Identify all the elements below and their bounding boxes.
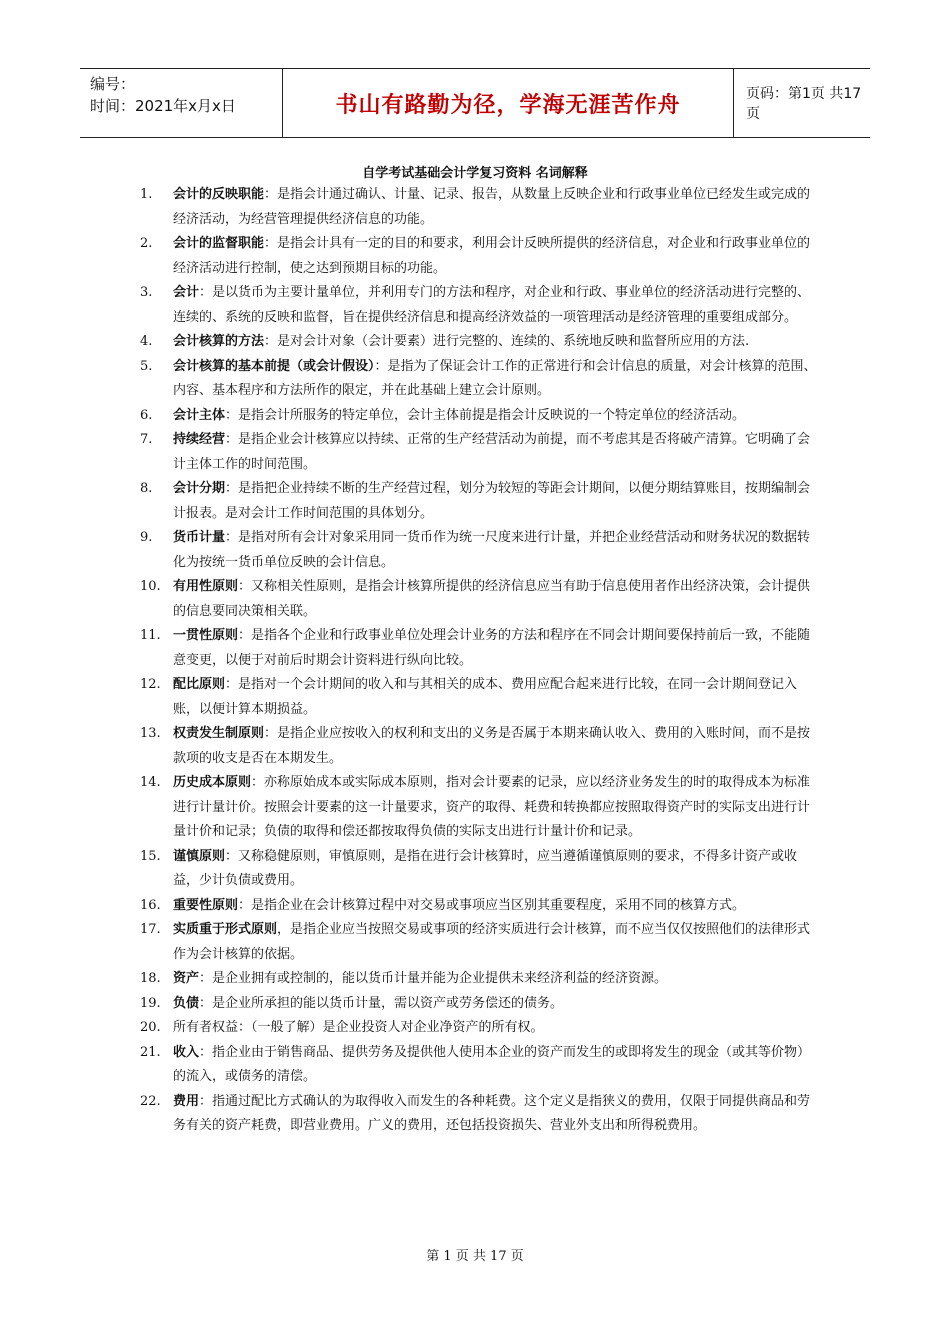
item-number: 8. xyxy=(140,481,153,496)
item-number: 14. xyxy=(140,775,161,790)
item-separator: ： xyxy=(264,726,278,741)
header-left-cell xyxy=(80,69,282,137)
header-motto-cell xyxy=(282,69,734,137)
item-separator: ： xyxy=(199,1044,213,1060)
item-separator: ： xyxy=(199,285,213,300)
item-body: 又称稳健原则，审慎原则，是指在进行会计核算时，应当遵循谨慎原则的要求，不得多计资产或收益，少计负债或费用。 xyxy=(173,848,798,888)
item-term: 费用 xyxy=(173,1093,200,1109)
item-number: 7. xyxy=(140,432,153,447)
item-term: 会计核算的基本前提（或会计假设） xyxy=(173,358,375,374)
code-label: 编号： xyxy=(90,75,136,93)
item-body: 是企业拥有或控制的，能以货币计量并能为企业提供未来经济利益的经济资源。 xyxy=(212,971,668,986)
item-number: 12. xyxy=(140,677,161,692)
item-term: 重要性原则 xyxy=(173,897,239,913)
list-item xyxy=(140,232,820,281)
item-number: 3. xyxy=(140,285,153,300)
item-number: 9. xyxy=(140,530,153,545)
item-separator: ： xyxy=(199,995,213,1011)
list-item xyxy=(140,477,820,526)
item-number: 5. xyxy=(140,358,153,374)
item-body: 是指会计通过确认、计量、记录、报告，从数量上反映企业和行政事业单位已经发生或完成的经济活动，为经营管理提供经济信息的功能。 xyxy=(173,187,811,227)
list-item xyxy=(140,355,820,404)
item-body: 指通过配比方式确认的为取得收入而发生的各种耗费。这个定义是指狭义的费用，仅限于同提供商品和劳务有关的资产耗费，即营业费用。广义的费用，还包括投资损失、营业外支出和所得税费用。 xyxy=(173,1093,811,1133)
item-number: 16. xyxy=(140,897,161,913)
item-term: 负债 xyxy=(173,995,200,1011)
list-item xyxy=(140,624,820,673)
item-separator: ： xyxy=(251,775,265,790)
item-term: 权责发生制原则 xyxy=(173,726,265,741)
list-item xyxy=(140,673,820,722)
item-term: 一贯性原则 xyxy=(173,628,239,643)
item-term: 会计 xyxy=(173,285,200,300)
item-body: 是指会计具有一定的目的和要求，利用会计反映所提供的经济信息，对企业和行政事业单位的经济活动进行控制，使之达到预期目标的功能。 xyxy=(173,236,811,276)
item-separator: ： xyxy=(374,358,388,374)
list-item xyxy=(140,1016,820,1041)
list-item xyxy=(140,894,820,919)
item-number: 11. xyxy=(140,628,161,643)
item-body: 是指对一个会计期间的收入和与其相关的成本、费用应配合起来进行比较，在同一会计期间登记入账，以便计算本期损益。 xyxy=(173,677,798,717)
item-separator: ： xyxy=(264,334,278,349)
item-separator: ： xyxy=(225,530,239,545)
list-item xyxy=(140,428,820,477)
definition-list xyxy=(140,183,820,1139)
item-number: 19. xyxy=(140,995,161,1011)
list-item xyxy=(140,771,820,845)
item-number: 15. xyxy=(140,848,161,864)
page-header xyxy=(80,68,870,138)
item-number: 17. xyxy=(140,922,161,937)
item-term: 会计主体 xyxy=(173,407,226,423)
item-number: 1. xyxy=(140,187,153,202)
item-separator: ： xyxy=(264,236,278,251)
list-item xyxy=(140,918,820,967)
list-item xyxy=(140,1090,820,1139)
list-item xyxy=(140,404,820,429)
item-number: 22. xyxy=(140,1093,161,1109)
document-title: 自学考试基础会计学复习资料 名词解释 xyxy=(362,166,588,181)
list-item xyxy=(140,1041,820,1090)
item-number: 13. xyxy=(140,726,161,741)
item-number: 20. xyxy=(140,1020,161,1035)
item-separator: ： xyxy=(225,481,239,496)
item-separator: ： xyxy=(199,971,213,986)
item-body: 是指企业应当按照交易或事项的经济实质进行会计核算，而不应当仅仅按照他们的法律形式作为会计核算的依据。 xyxy=(173,922,811,962)
item-body: 所有者权益：（一般了解）是企业投资人对企业净资产的所有权。 xyxy=(173,1020,544,1035)
list-item xyxy=(140,575,820,624)
item-body: 是指企业会计核算应以持续、正常的生产经营活动为前提，而不考虑其是否将破产清算。它明确了会计主体工作的时间范围。 xyxy=(173,432,811,472)
list-item xyxy=(140,526,820,575)
item-separator: ： xyxy=(238,579,252,594)
item-term: 会计的反映职能 xyxy=(173,187,265,202)
item-body: 是指企业应按收入的权利和支出的义务是否属于本期来确认收入、费用的入账时间，而不是按款项的收支是否在本期发生。 xyxy=(173,726,811,766)
item-term: 持续经营 xyxy=(173,432,226,447)
item-body: 是以货币为主要计量单位，并利用专门的方法和程序，对企业和行政、事业单位的经济活动进行完整的、连续的、系统的反映和监督，旨在提供经济信息和提高经济效益的一项管理活动是经济管理的重要组成部分。 xyxy=(173,285,811,325)
item-separator: ： xyxy=(264,187,278,202)
motto: 书山有路勤为径，学海无涯苦作舟 xyxy=(335,92,681,118)
item-separator: ， xyxy=(277,922,291,937)
item-body: 是指会计所服务的特定单位，会计主体前提是指会计反映说的一个特定单位的经济活动。 xyxy=(238,407,746,423)
item-term: 货币计量 xyxy=(173,530,226,545)
item-body: 是对会计对象（会计要素）进行完整的、连续的、系统地反映和监督所应用的方法. xyxy=(277,334,750,349)
header-page-info: 页码：第1页 共17页 xyxy=(746,86,862,122)
item-term: 会计核算的方法 xyxy=(173,334,265,349)
item-number: 6. xyxy=(140,407,153,423)
item-separator: ： xyxy=(199,1093,213,1109)
item-separator: ： xyxy=(225,407,239,423)
item-separator: ： xyxy=(225,432,239,447)
item-separator: ： xyxy=(225,677,239,692)
item-term: 实质重于形式原则 xyxy=(173,922,278,937)
page-footer: 第 1 页 共 17 页 xyxy=(426,1249,524,1264)
item-term: 配比原则 xyxy=(173,677,226,692)
item-term: 有用性原则 xyxy=(173,579,239,594)
item-number: 10. xyxy=(140,579,161,594)
list-item xyxy=(140,967,820,992)
item-body: 是指各个企业和行政事业单位处理会计业务的方法和程序在不同会计期间要保持前后一致，不能随意变更，以便于对前后时期会计资料进行纵向比较。 xyxy=(173,628,811,668)
list-item xyxy=(140,330,820,355)
item-body: 指企业由于销售商品、提供劳务及提供他人使用本企业的资产而发生的或即将发生的现金（或其等价物）的流入，或债务的清偿。 xyxy=(173,1044,811,1084)
item-separator: ： xyxy=(225,848,239,864)
item-term: 资产 xyxy=(173,971,200,986)
item-number: 18. xyxy=(140,971,161,986)
item-body: 又称相关性原则，是指会计核算所提供的经济信息应当有助于信息使用者作出经济决策，会计提供的信息要同决策相关联。 xyxy=(173,579,811,619)
item-separator: ： xyxy=(238,628,252,643)
item-term: 历史成本原则 xyxy=(173,775,252,790)
item-separator: ： xyxy=(238,897,252,913)
list-item xyxy=(140,992,820,1017)
item-body: 是指把企业持续不断的生产经营过程，划分为较短的等距会计期间，以便分期结算账目，按期编制会计报表。是对会计工作时间范围的具体划分。 xyxy=(173,481,811,521)
list-item xyxy=(140,845,820,894)
item-body: 是企业所承担的能以货币计量，需以资产或劳务偿还的债务。 xyxy=(212,995,564,1011)
item-body: 亦称原始成本或实际成本原则，指对会计要素的记录，应以经济业务发生的时的取得成本为标准进行计量计价。按照会计要素的这一计量要求，资产的取得、耗费和转换都应按照取得资产时的实际支出进行计量计价和记录；负债的取得和偿还都按取得负债的实际支出进行计量计价和记录。 xyxy=(173,775,811,839)
item-number: 4. xyxy=(140,334,153,349)
list-item xyxy=(140,722,820,771)
list-item xyxy=(140,183,820,232)
item-term: 谨慎原则 xyxy=(173,848,226,864)
item-term: 收入 xyxy=(173,1044,200,1060)
item-number: 2. xyxy=(140,236,153,251)
item-number: 21. xyxy=(140,1044,161,1060)
item-term: 会计分期 xyxy=(173,481,226,496)
item-body: 是指对所有会计对象采用同一货币作为统一尺度来进行计量，并把企业经营活动和财务状况的数据转化为按统一货币单位反映的会计信息。 xyxy=(173,530,811,570)
item-body: 是指企业在会计核算过程中对交易或事项应当区别其重要程度，采用不同的核算方式。 xyxy=(251,897,746,913)
list-item xyxy=(140,281,820,330)
item-term: 会计的监督职能 xyxy=(173,236,265,251)
item-body: 是指为了保证会计工作的正常进行和会计信息的质量，对会计核算的范围、内容、基本程序和方法所作的限定，并在此基础上建立会计原则。 xyxy=(173,358,817,398)
time-line: 时间：2021年x月x日 xyxy=(90,97,236,115)
